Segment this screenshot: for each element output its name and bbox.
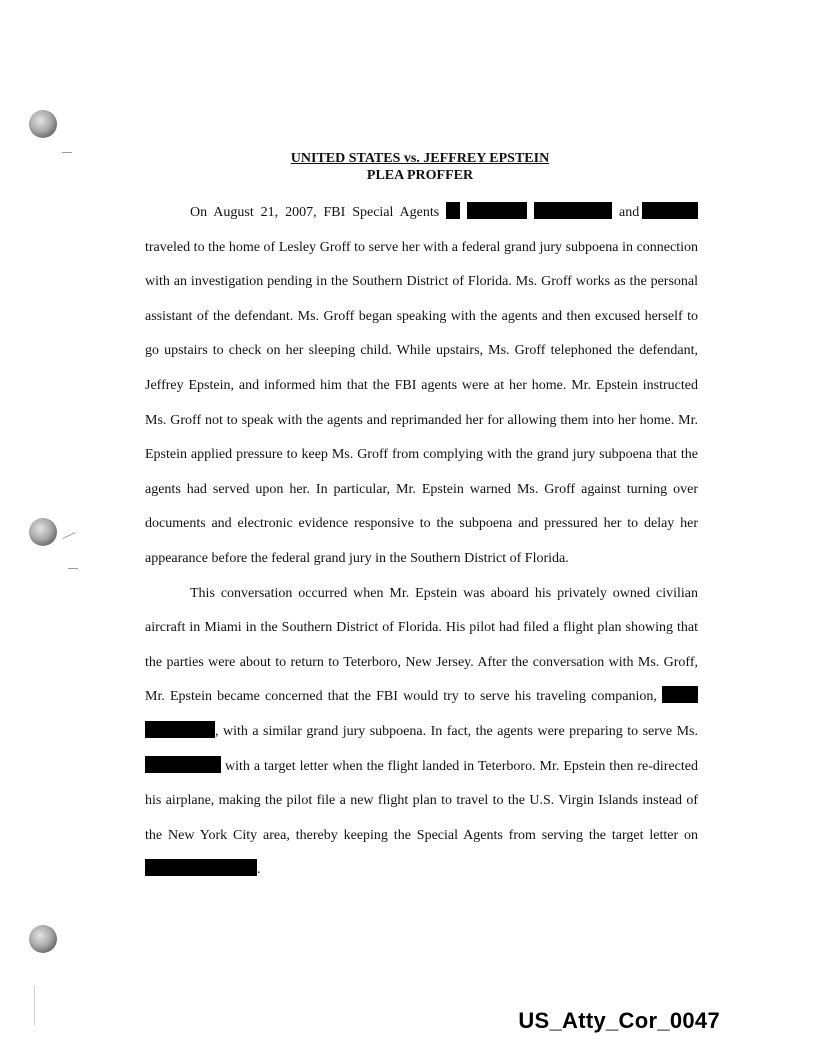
paragraph-1-text-b: and — [618, 205, 640, 220]
binder-hole-top — [29, 110, 57, 138]
scan-speck — [34, 985, 35, 1025]
paragraph-2 — [145, 577, 698, 888]
redaction-block — [467, 202, 527, 219]
paragraph-2-text-d: . — [257, 862, 261, 878]
document-body — [145, 196, 698, 888]
paragraph-1-text-a: On August 21, 2007, FBI Special Agents — [190, 205, 440, 220]
document-title: UNITED STATES vs. JEFFREY EPSTEIN — [290, 151, 550, 166]
scan-speck — [62, 532, 75, 539]
binder-hole-middle — [29, 518, 57, 546]
redaction-block — [145, 859, 183, 876]
binder-hole-bottom — [29, 925, 57, 953]
redaction-block — [662, 686, 698, 703]
scan-speck — [68, 568, 78, 569]
redaction-block — [183, 859, 257, 876]
paragraph-1-text-c: traveled to the home of Lesley Groff to serve her with a federal grand jury subpoena in connection with an investigation pending in the Southern District of Florida. Ms. Groff works as the personal assistant of the defendant. Ms. Groff began speaking with the agents and then excused herself to go upstairs to check on her sleeping child. While upstairs, Ms. Groff telephoned the defendant, Jeffrey Epstein, and informed him that the FBI agents were at her home. Mr. Epstein instructed Ms. Groff not to speak with the agents and reprimanded her for allowing them into her home. Mr. Epstein applied pressure to keep Ms. Groff from complying with the grand jury subpoena that the agents had served upon her. In particular, Mr. Epstein warned Ms. Groff against turning over documents and electronic evidence responsive to the subpoena and pressured her to delay her appearance before the federal grand jury in the Southern District of Florida. — [145, 239, 698, 566]
redaction-block — [534, 202, 612, 219]
redaction-block — [145, 756, 221, 773]
paragraph-2-text-b: , with a similar grand jury subpoena. In fact, the agents were preparing to serve Ms. — [215, 723, 698, 739]
bates-number: US_Atty_Cor_0047 — [518, 1008, 720, 1033]
paragraph-2-text-a: This conversation occurred when Mr. Epstein was aboard his privately owned civilian aircraft in Miami in the Southern District of Florida. His pilot had filed a flight plan showing that the parties were about to return to Teterboro, New Jersey. After the conversation with Ms. Groff, Mr. Epstein became concerned that the FBI would try to serve his traveling companion, — [145, 585, 698, 705]
redaction-block — [642, 202, 698, 219]
document-subtitle: PLEA PROFFER — [366, 168, 474, 183]
redaction-block — [446, 202, 460, 219]
paragraph-2-text-c: with a target letter when the flight landed in Teterboro. Mr. Epstein then re-directed his airplane, making the pilot file a new flight plan to travel to the U.S. Virgin Islands instead of the New York City area, thereby keeping the Special Agents from serving the target letter on — [145, 758, 698, 843]
document-title-block — [0, 150, 816, 184]
redaction-block — [145, 721, 215, 738]
paragraph-1 — [145, 196, 698, 577]
